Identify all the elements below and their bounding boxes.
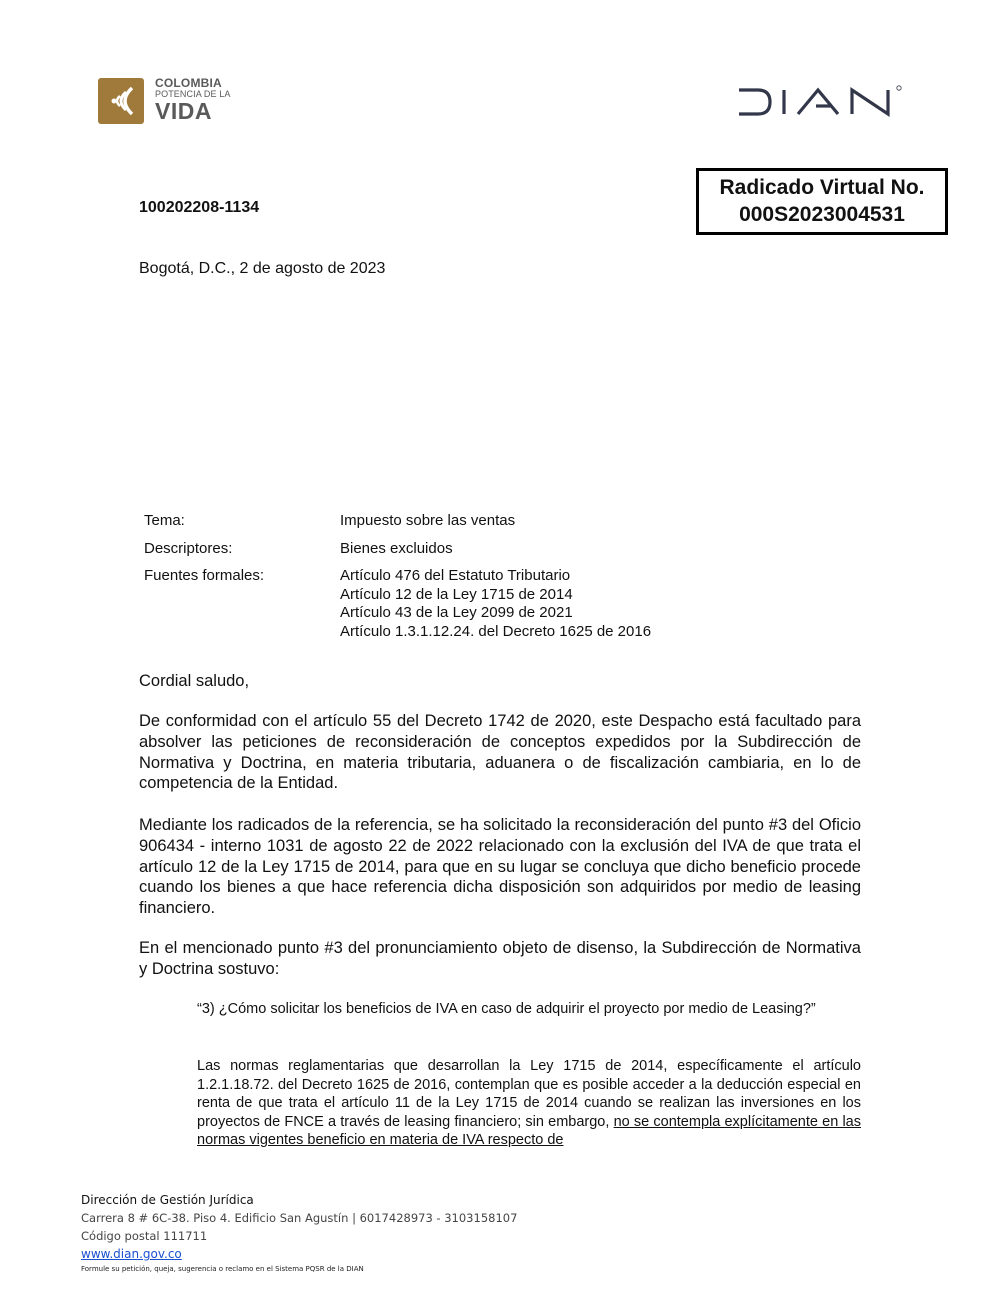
paragraph-3: En el mencionado punto #3 del pronunciamiento objeto de disenso, la Subdirección de Normativa y Doctrina sostuvo: — [139, 939, 861, 978]
descriptores-value: Bienes excluidos — [340, 539, 453, 557]
descriptores-label: Descriptores: — [144, 539, 233, 557]
tema-row — [144, 512, 740, 531]
radicado-box — [696, 168, 948, 235]
footer-postal-code: Código postal 111711 — [81, 1229, 208, 1243]
fuente-item: Artículo 12 de la Ley 1715 de 2014 — [340, 585, 573, 603]
logo-colombia-line1: COLOMBIA — [155, 76, 222, 90]
radicado-label: Radicado Virtual No. — [719, 176, 925, 199]
fuentes-label: Fuentes formales: — [144, 567, 265, 584]
dian-logo — [736, 84, 906, 120]
subject-table — [144, 512, 740, 650]
footer-title: Dirección de Gestión Jurídica — [81, 1193, 254, 1207]
footer-pqsr-note: Formule su petición, queja, sugerencia o reclamo en el Sistema PQSR de la DIAN — [81, 1265, 364, 1273]
document-number: 100202208-1134 — [139, 199, 260, 216]
footer-address: Carrera 8 # 6C-38. Piso 4. Edificio San Agustín | 6017428973 - 3103158107 — [81, 1211, 518, 1225]
colombia-logo-mark-icon — [98, 76, 148, 126]
fuente-item: Artículo 1.3.1.12.24. del Decreto 1625 de 2016 — [340, 622, 652, 640]
logo-colombia-line2: POTENCIA DE LA — [155, 89, 231, 99]
fuentes-list — [340, 567, 740, 641]
quoted-answer-text: Las normas reglamentarias que desarrollan la Ley 1715 de 2014, específicamente el artículo 1.2.1.18.72. del Decreto 1625 de 2016, contemplan que es posible acceder a la deducción especial en renta de que trata el artículo 11 de la Ley 1715 de 2014 cuando se realizan las inversiones en los proyectos de FNCE a través de leasing financiero; sin embargo, — [197, 1058, 861, 1130]
fuentes-row — [144, 567, 740, 641]
footer-website-link[interactable]: www.dian.gov.co — [81, 1247, 182, 1261]
fuente-item: Artículo 43 de la Ley 2099 de 2021 — [340, 604, 573, 621]
fuente-item: Artículo 476 del Estatuto Tributario — [340, 567, 571, 584]
quoted-answer — [197, 1057, 861, 1150]
descriptores-row — [144, 540, 740, 559]
radicado-number: 000S2023004531 — [739, 203, 905, 226]
document-date: Bogotá, D.C., 2 de agosto de 2023 — [139, 260, 386, 277]
paragraph-1: De conformidad con el artículo 55 del Decreto 1742 de 2020, este Despacho está facultado para absolver las peticiones de reconsideración de conceptos expedidos por la Subdirección de Normativa y Doctrina, en materia tributaria, aduanera o de fiscalización cambiaria, en lo de competencia de la Entidad. — [139, 712, 861, 793]
tema-label: Tema: — [144, 512, 185, 529]
logo-colombia-line3: VIDA — [155, 98, 212, 124]
greeting: Cordial saludo, — [139, 672, 250, 690]
tema-value: Impuesto sobre las ventas — [340, 512, 516, 529]
quoted-question: “3) ¿Cómo solicitar los beneficios de IVA en caso de adquirir el proyecto por medio de Leasing?” — [197, 1001, 816, 1017]
footer — [81, 1191, 517, 1275]
quoted-answer-underlined: no se contempla explícitamente en las normas vigentes beneficio en materia de IVA respecto de — [197, 1113, 861, 1148]
paragraph-2: Mediante los radicados de la referencia, se ha solicitado la reconsideración del punto #3 del Oficio 906434 - interno 1031 de agosto 22 de 2022 relacionado con la exclusión del IVA de que trata el artículo 12 de la Ley 1715 de 2014, para que en su lugar se concluya que dicho beneficio procede cuando los bienes a que hace referencia dicha disposición son adquiridos por medio de leasing financiero. — [139, 816, 861, 918]
colombia-potencia-logo — [98, 76, 238, 126]
